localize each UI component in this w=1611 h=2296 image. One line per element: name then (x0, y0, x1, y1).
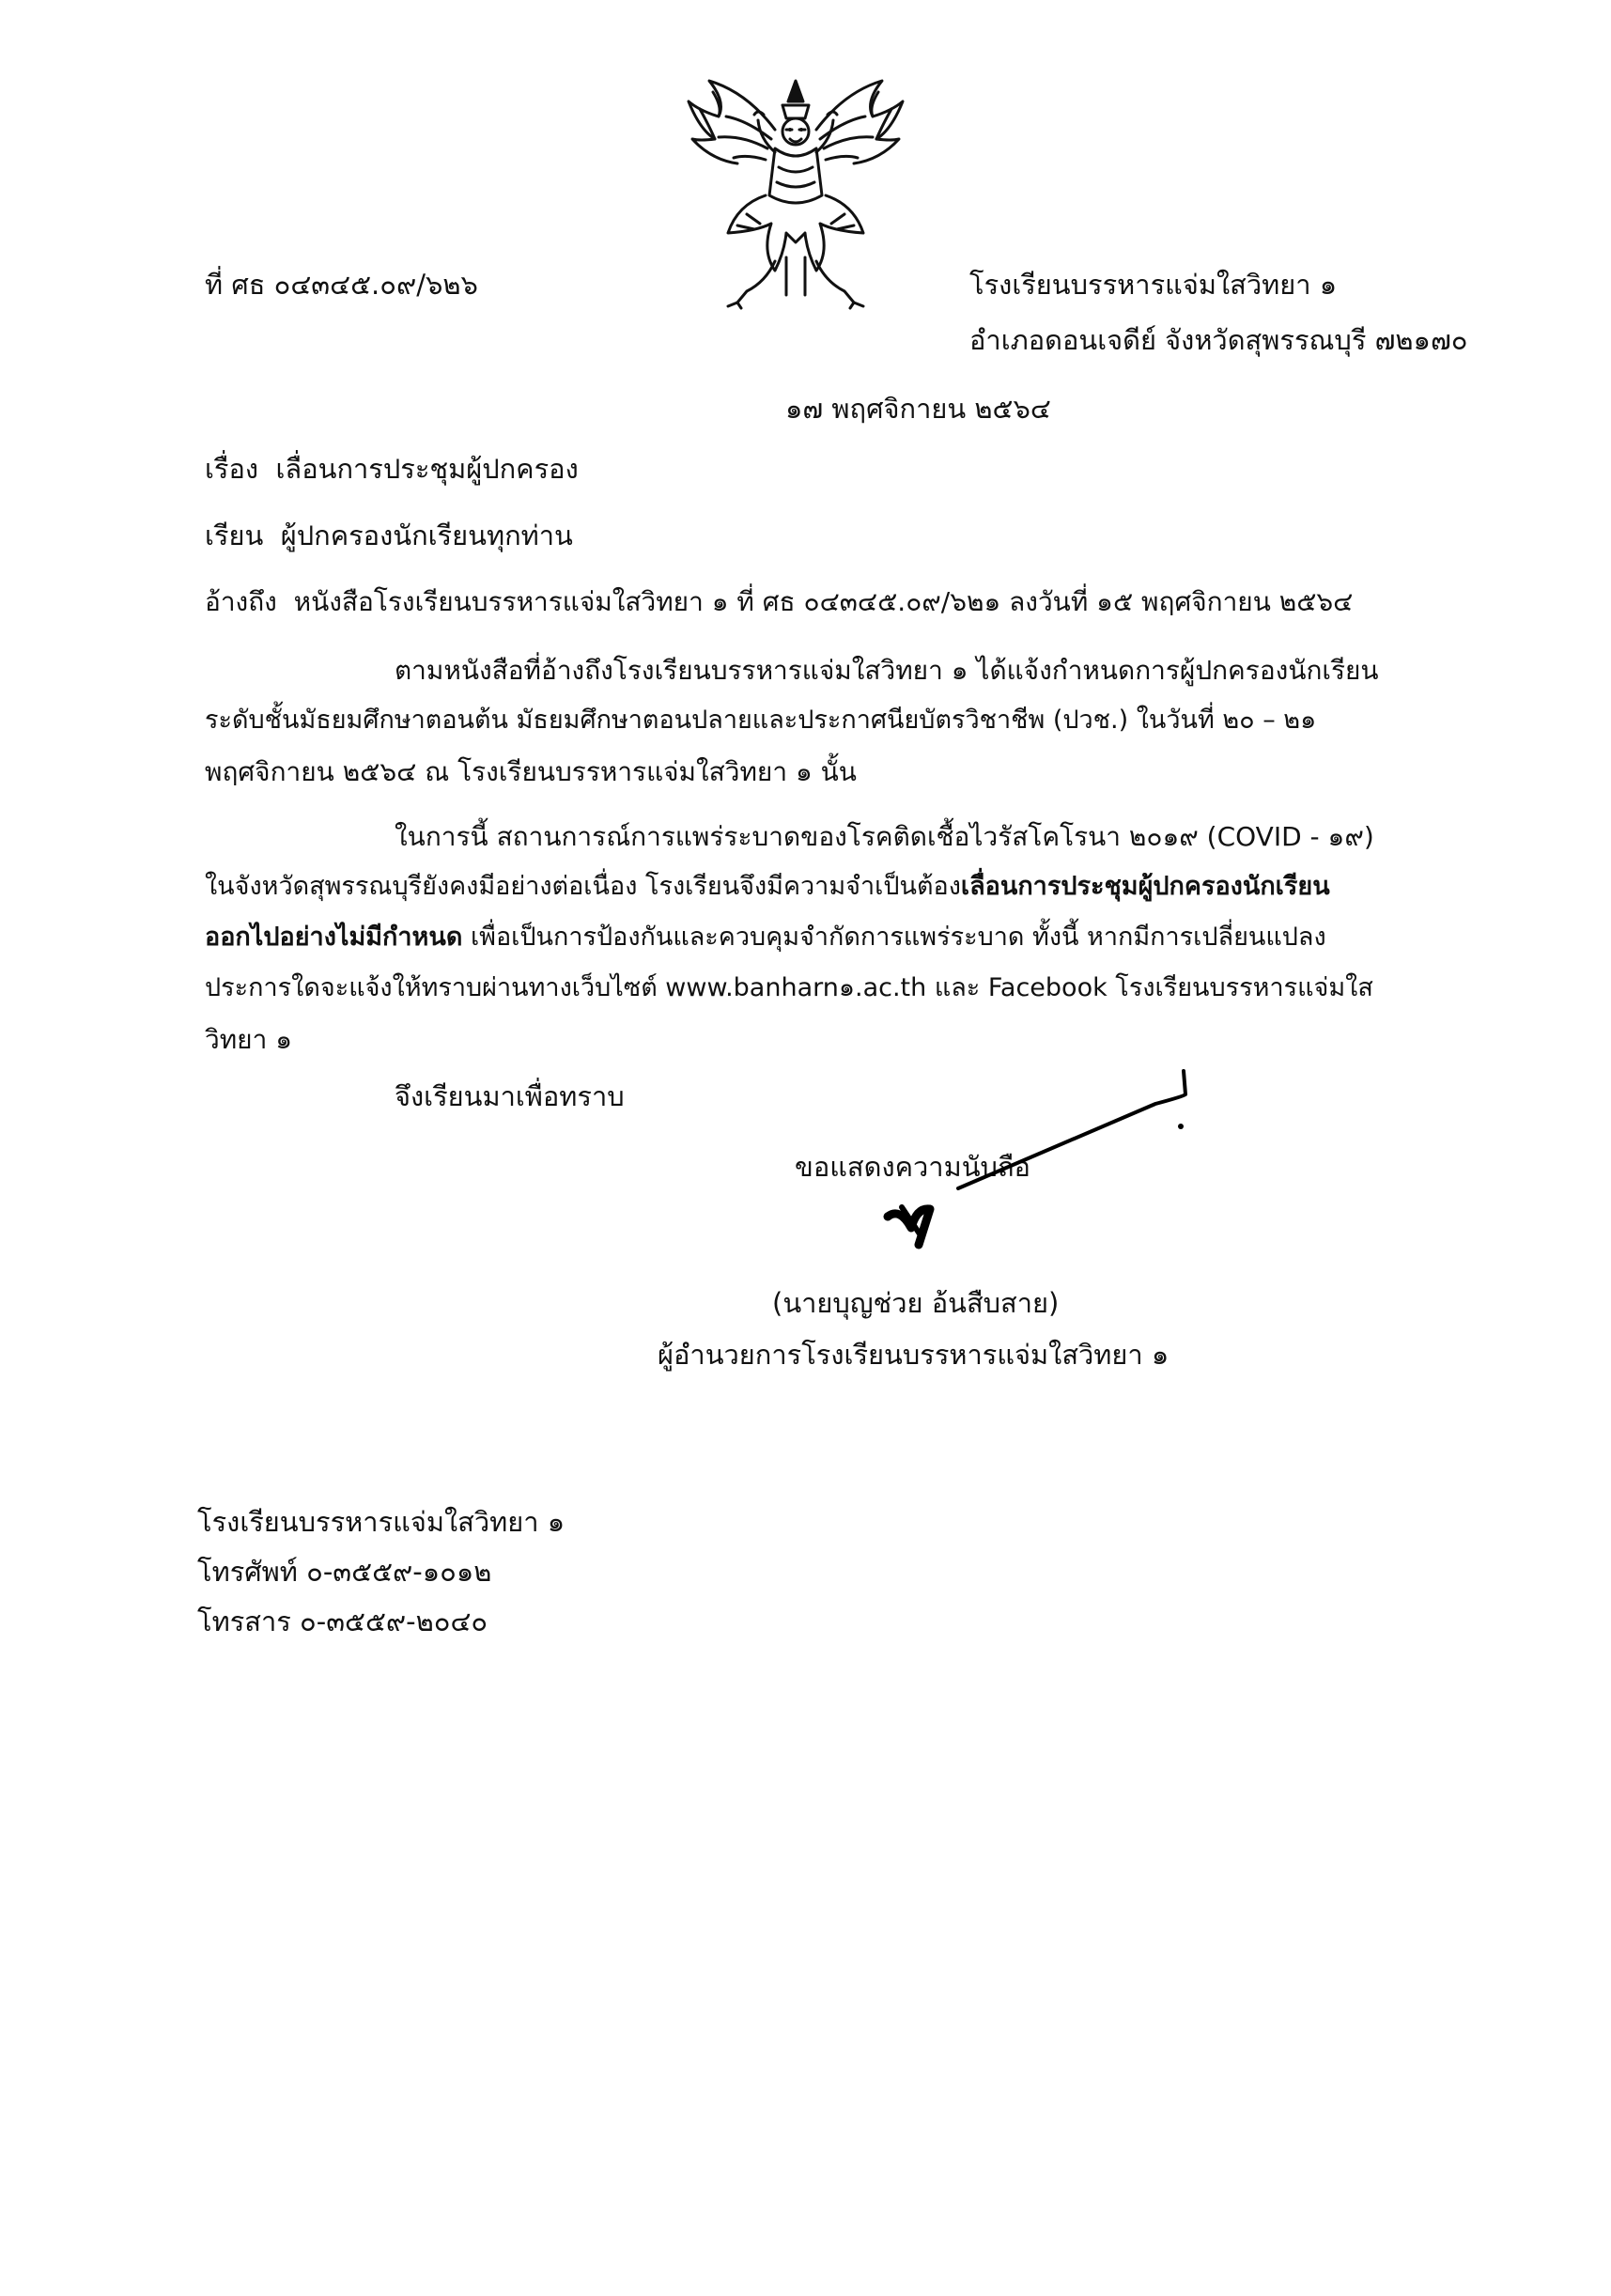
reference-number: ที่ ศธ ๐๔๓๔๕.๐๙/๖๒๖ (205, 269, 478, 301)
footer-fax: โทรสาร ๐-๓๕๕๙-๒๐๔๐ (197, 1606, 488, 1637)
garuda-emblem-icon (681, 73, 911, 310)
closing-purpose: จึงเรียนมาเพื่อทราบ (395, 1080, 625, 1112)
body-p1-line1: ตามหนังสือที่อ้างถึงโรงเรียนบรรหารแจ่มใสวิทยา ๑ ได้แจ้งกำหนดการผู้ปกครองนักเรียน (395, 655, 1379, 686)
subject-line (205, 453, 579, 486)
body-p2-line3-normal: เพื่อเป็นการป้องกันและควบคุมจำกัดการแพร่ระบาด ทั้งนี้ หากมีการเปลี่ยนแปลง (462, 923, 1326, 952)
reference-label: อ้างถึง (205, 586, 277, 617)
subject-label: เรื่อง (205, 453, 259, 485)
body-p2-line3 (205, 923, 1326, 953)
footer-school: โรงเรียนบรรหารแจ่มใสวิทยา ๑ (197, 1506, 565, 1538)
body-p1-line2: ระดับชั้นมัธยมศึกษาตอนต้น มัธยมศึกษาตอนปลายและประกาศนียบัตรวิชาชีพ (ปวช.) ในวันที่ ๒๐ – ๒๑ (205, 706, 1317, 735)
reference-text: หนังสือโรงเรียนบรรหารแจ่มใสวิทยา ๑ ที่ ศธ ๐๔๓๔๕.๐๙/๖๒๑ ลงวันที่ ๑๕ พฤศจิกายน ๒๕๖๔ (293, 586, 1354, 617)
school-name: โรงเรียนบรรหารแจ่มใสวิทยา ๑ (969, 269, 1338, 301)
letter-date: ๑๗ พฤศจิกายน ๒๕๖๔ (785, 393, 1051, 425)
subject-text: เลื่อนการประชุมผู้ปกครอง (275, 453, 579, 485)
signer-name: (นายบุญช่วย อ้นสืบสาย) (772, 1287, 1060, 1319)
signer-title: ผู้อำนวยการโรงเรียนบรรหารแจ่มใสวิทยา ๑ (658, 1339, 1170, 1371)
body-p2-line2-bold: เลื่อนการประชุมผู้ปกครองนักเรียน (960, 872, 1330, 901)
body-p2-line2-normal: ในจังหวัดสุพรรณบุรียังคงมีอย่างต่อเนื่อง โรงเรียนจึงมีความจำเป็นต้อง (205, 872, 961, 901)
closing-regards: ขอแสดงความนับถือ (795, 1151, 1030, 1183)
reference-line (205, 586, 1353, 618)
body-p2-line1: ในการนี้ สถานการณ์การแพร่ระบาดของโรคติดเชื้อไวรัสโคโรนา ๒๐๑๙ (COVID - ๑๙) (395, 821, 1374, 852)
salutation-label: เรียน (205, 520, 264, 551)
salutation-line (205, 520, 573, 552)
signature-icon (874, 1066, 1193, 1249)
footer-phone: โทรศัพท์ ๐-๓๕๕๙-๑๐๑๒ (197, 1556, 492, 1588)
body-p2-line2 (205, 872, 1330, 902)
body-p1-line3: พฤศจิกายน ๒๕๖๔ ณ โรงเรียนบรรหารแจ่มใสวิทยา ๑ นั้น (205, 756, 857, 787)
body-p2-line5: วิทยา ๑ (205, 1024, 292, 1055)
body-p2-line4: ประการใดจะแจ้งให้ทราบผ่านทางเว็บไซต์ www.banharn๑.ac.th และ Facebook โรงเรียนบรรหารแจ่มใส (205, 973, 1373, 1002)
school-address: อำเภอดอนเจดีย์ จังหวัดสุพรรณบุรี ๗๒๑๗๐ (969, 324, 1468, 356)
body-p2-line3-bold: ออกไปอย่างไม่มีกำหนด (205, 923, 463, 952)
salutation-text: ผู้ปกครองนักเรียนทุกท่าน (280, 520, 573, 551)
